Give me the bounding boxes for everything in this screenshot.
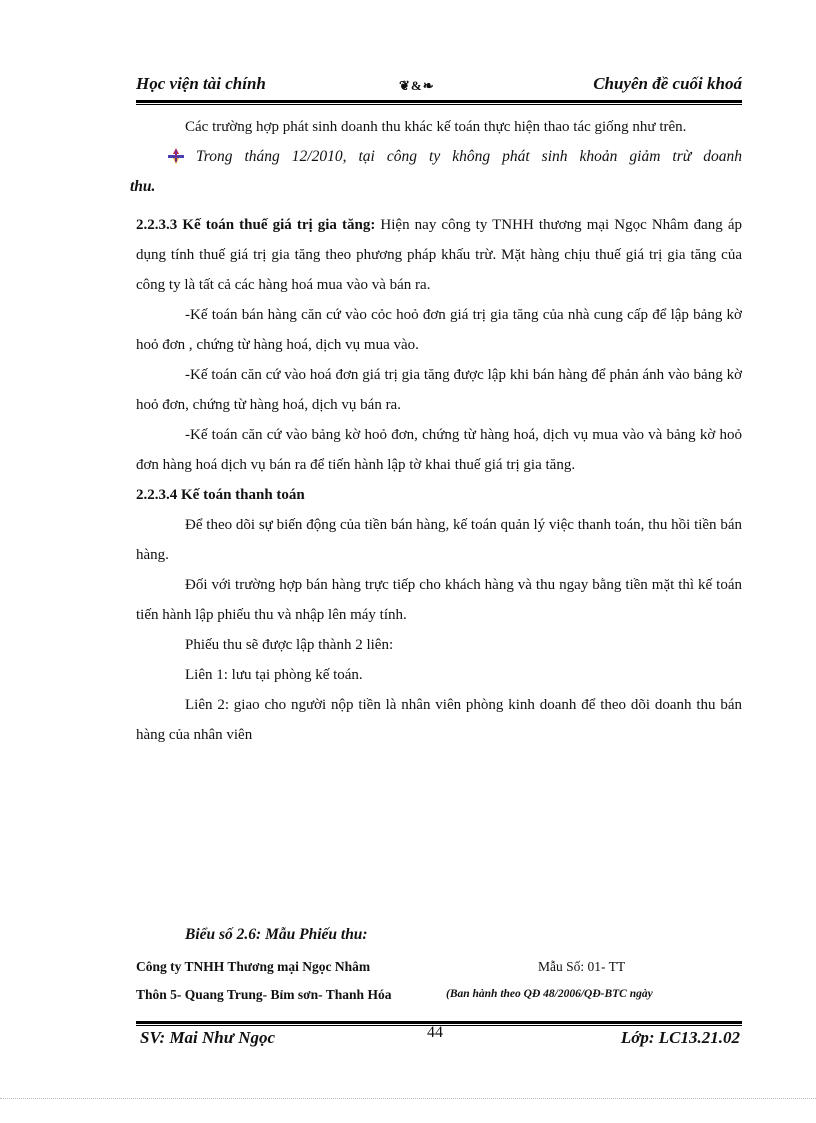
paragraph: Phiếu thu sẽ được lập thành 2 liên: — [185, 637, 394, 653]
note-text-continued: thu. — [130, 178, 156, 195]
document-body — [130, 112, 742, 750]
section-2233-title: 2.2.3.3 Kế toán thuế giá trị gia tăng: — [136, 217, 376, 233]
company-name: Công ty TNHH Thương mại Ngọc Nhâm — [136, 959, 371, 974]
section-2233 — [136, 210, 742, 300]
paragraph: -Kế toán căn cứ vào hoá đơn giá trị gia tăng được lập khi bán hàng để phản ánh vào bảng kờ hoỏ đơn, chứng từ hàng hoá, dịch vụ bán ra. — [136, 367, 742, 413]
paragraph: -Kế toán bán hàng căn cứ vào cỏc hoỏ đơn giá trị gia tăng của nhà cung cấp để lập bảng kờ hoỏ đơn , chứng từ hàng hoá, dịch vụ mua vào. — [136, 307, 742, 353]
company-address: Thôn 5- Quang Trung- Bỉm sơn- Thanh Hóa — [136, 987, 392, 1002]
paragraph: Đối với trường hợp bán hàng trực tiếp cho khách hàng và thu ngay bằng tiền mặt thì kế toán tiến hành lập phiếu thu và nhập lên máy tính. — [136, 577, 742, 623]
header-rule-thin — [136, 104, 742, 105]
section-2234-title: 2.2.3.4 Kế toán thanh toán — [136, 487, 305, 503]
footer-student: SV: Mai Như Ngọc — [140, 1028, 276, 1047]
header-title: Chuyên đề cuối khoá — [593, 74, 742, 93]
paragraph: Liên 1: lưu tại phòng kế toán. — [185, 667, 363, 683]
header-ornament: ❦&❧ — [399, 78, 435, 93]
page-boundary — [0, 1098, 816, 1099]
form-caption: Biểu số 2.6: Mẫu Phiếu thu: — [185, 926, 368, 943]
page-header — [136, 74, 742, 100]
section-2233-text: Hiện nay công ty TNHH thương mại Ngọc Nhâm đang áp dụng tính thuế giá trị gia tăng theo phương pháp khấu trừ. Mặt hàng chịu thuế giá trị gia tăng của công ty là tất cả các hàng hoá mua vào và bán ra. — [136, 217, 742, 293]
paragraph: Để theo dõi sự biến động của tiền bán hàng, kế toán quản lý việc thanh toán, thu hồi tiền bán hàng. — [136, 517, 742, 563]
bullet-arrow-icon — [168, 148, 184, 164]
issuance-note: (Ban hành theo QĐ 48/2006/QĐ-BTC ngày — [446, 988, 653, 1000]
page-number: 44 — [427, 1024, 443, 1041]
page-footer — [136, 1024, 742, 1054]
note-line — [136, 142, 742, 172]
header-rule — [136, 100, 742, 103]
paragraph: Liên 2: giao cho người nộp tiền là nhân viên phòng kinh doanh để theo dõi doanh thu bán hàng của nhân viên — [136, 697, 742, 743]
footer-class: Lớp: LC13.21.02 — [620, 1028, 740, 1047]
header-institution: Học viện tài chính — [136, 74, 266, 93]
form-number: Mẫu Số: 01- TT — [538, 959, 626, 974]
note-text: Trong tháng 12/2010, tại công ty không phát sinh khoản giảm trừ doanh — [196, 148, 742, 165]
paragraph: Các trường hợp phát sinh doanh thu khác kế toán thực hiện thao tác giống như trên. — [185, 119, 687, 135]
paragraph: -Kế toán căn cứ vào bảng kờ hoỏ đơn, chứng từ hàng hoá, dịch vụ mua vào và bảng kờ hoỏ đơn hàng hoá dịch vụ bán ra để tiến hành lập tờ khai thuế giá trị gia tăng. — [136, 427, 742, 473]
